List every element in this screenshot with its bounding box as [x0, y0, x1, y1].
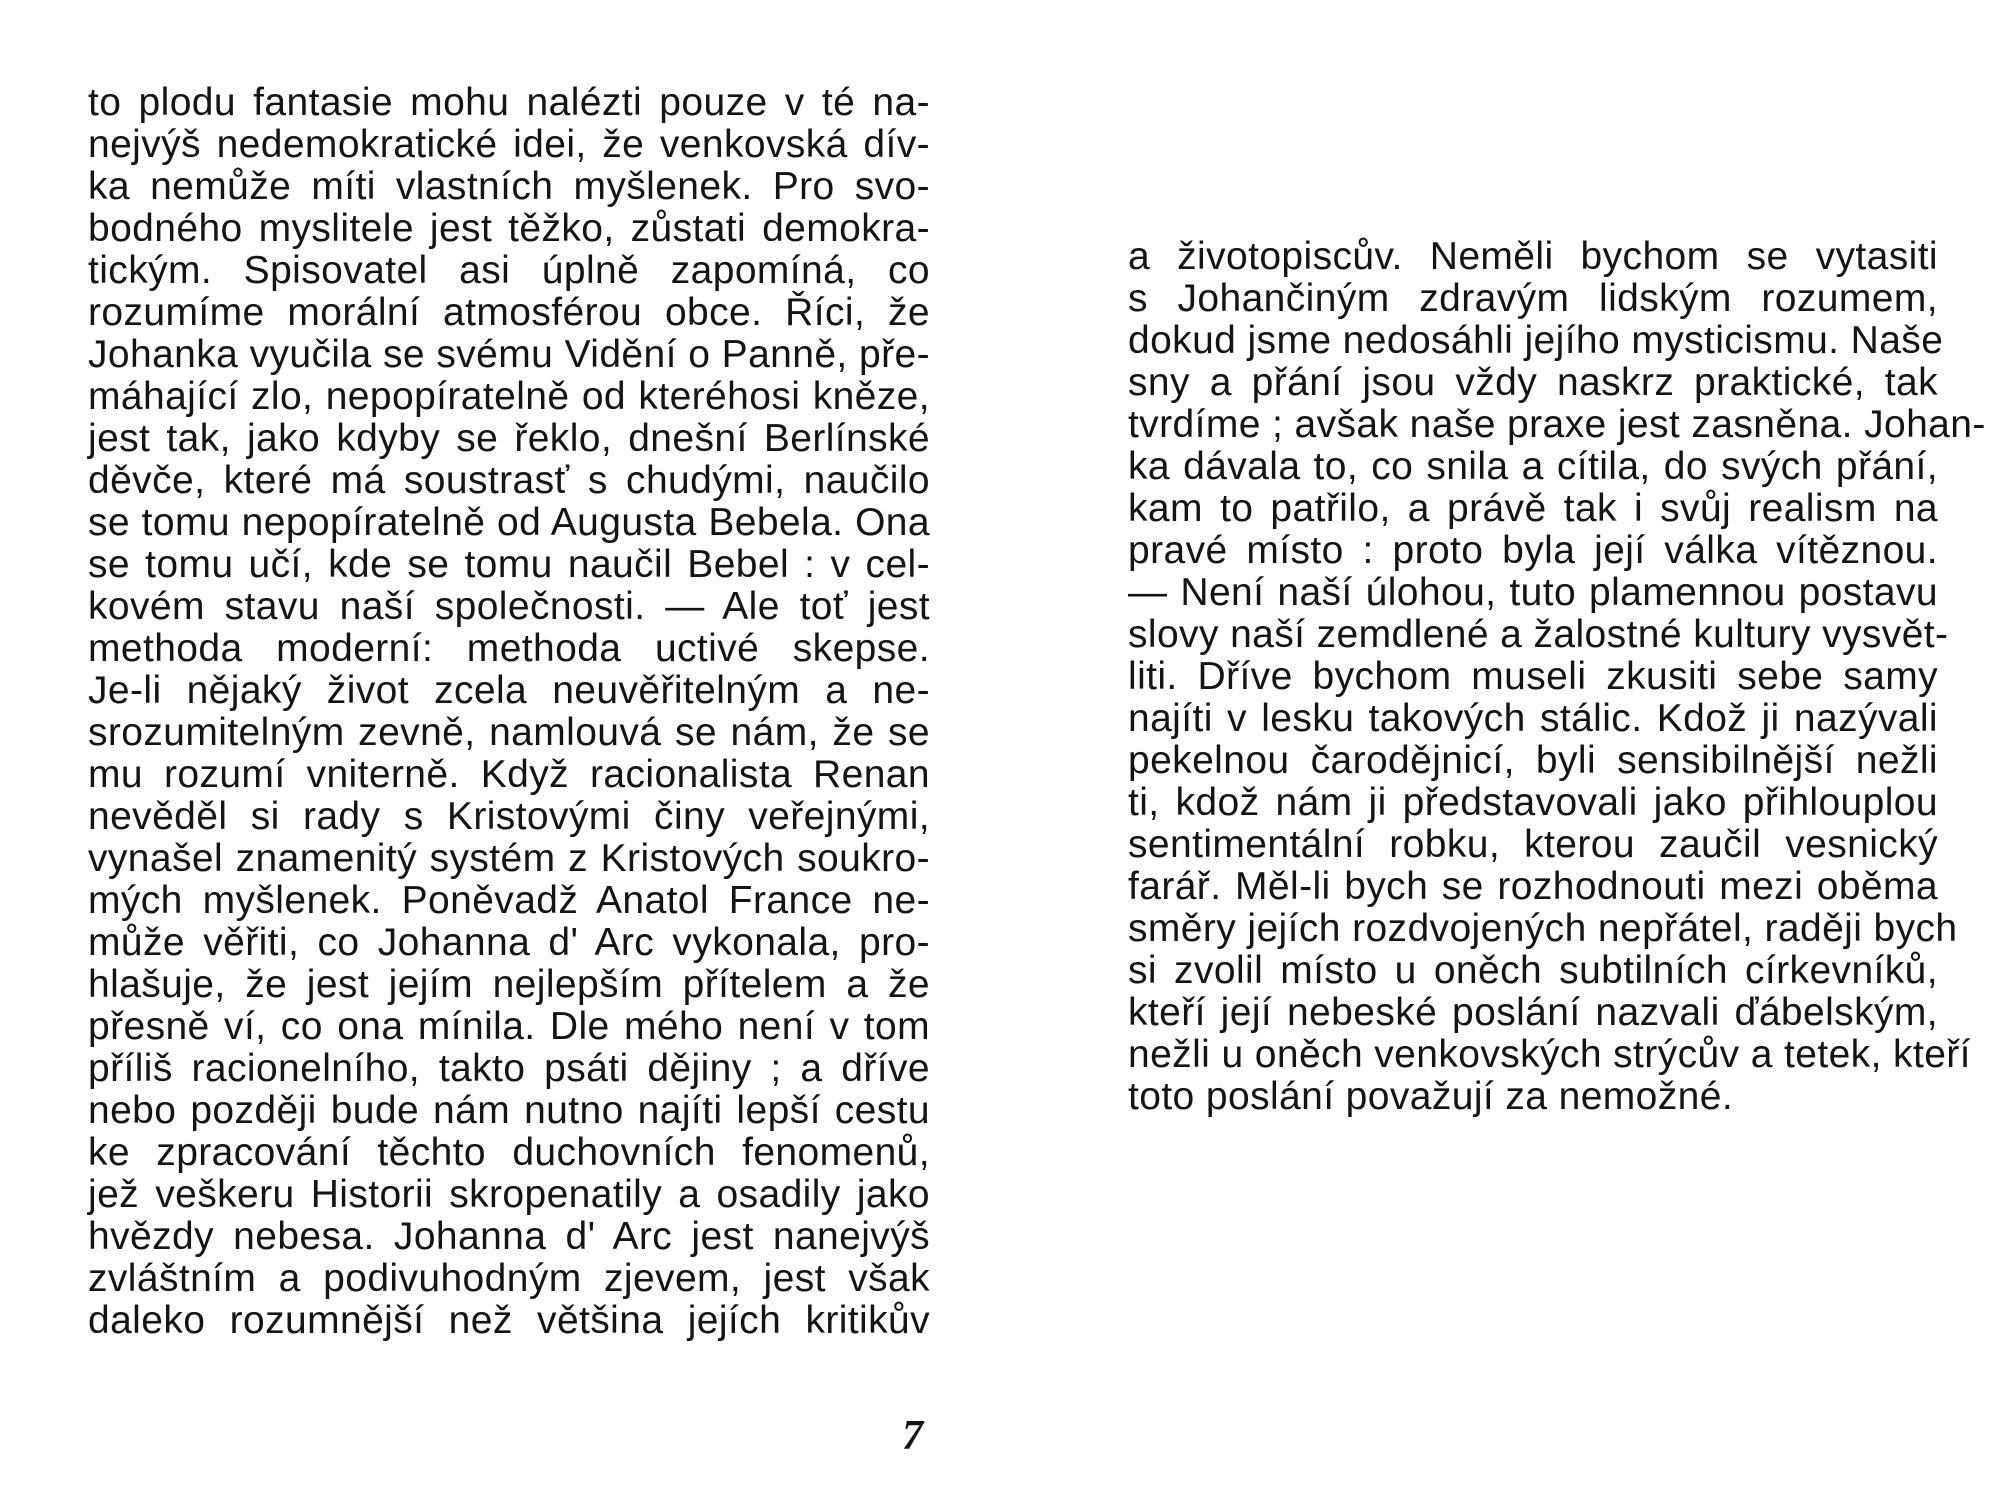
text-line: nežli u oněch venkovských strýcův a tetek, kteří: [1128, 1033, 1971, 1076]
text-line: ka dávala to, co snila a cítila, do svých přání,: [1128, 445, 1938, 488]
text-line: přesně ví, co ona mínila. Dle mého není v tom: [88, 1005, 930, 1048]
text-line: Je-li nějaký život zcela neuvěřitelným a ne-: [88, 669, 930, 712]
text-line: směry jejích rozdvojených nepřátel, raději bych: [1128, 907, 1958, 950]
text-line: jež veškeru Historii skropenatily a osadily jako: [88, 1173, 930, 1216]
text-line: — Není naší úlohou, tuto plamennou postavu: [1128, 571, 1938, 614]
text-line: mu rozumí vniterně. Když racionalista Renan: [88, 753, 930, 796]
left-text-block: [88, 82, 930, 1342]
text-line: slovy naší zemdlené a žalostné kultury vysvět-: [1128, 613, 1949, 656]
text-line: sentimentální robku, kterou zaučil vesnický: [1128, 823, 1938, 866]
text-line: srozumitelným zevně, namlouvá se nám, že se: [88, 711, 930, 754]
text-line: dokud jsme nedosáhli jejího mysticismu. Naše: [1128, 319, 1944, 362]
text-line: tickým. Spisovatel asi úplně zapomíná, co: [88, 249, 930, 292]
text-line: se tomu nepopíratelně od Augusta Bebela. Ona: [88, 501, 930, 544]
text-line: může věřiti, co Johanna d' Arc vykonala, pro-: [88, 921, 930, 964]
right-text-block: [1128, 235, 1986, 1118]
text-line: máhající zlo, nepopíratelně od kteréhosi kněze,: [88, 375, 930, 418]
text-line: tvrdíme ; avšak naše praxe jest zasněna. Johan-: [1128, 403, 1986, 446]
text-line: mých myšlenek. Poněvadž Anatol France ne-: [88, 879, 930, 922]
text-line: ti, kdož nám ji představovali jako přihlouplou: [1128, 781, 1938, 824]
text-line: pravé místo : proto byla její válka vítěznou.: [1128, 529, 1938, 572]
text-line: a životopiscův. Neměli bychom se vytasiti: [1128, 235, 1938, 278]
text-line: rozumíme morální atmosférou obce. Říci, že: [88, 291, 930, 334]
text-line: ka nemůže míti vlastních myšlenek. Pro svo-: [88, 165, 930, 208]
text-line: nebo později bude nám nutno najíti lepší cestu: [88, 1089, 930, 1132]
text-line: nevěděl si rady s Kristovými činy veřejnými,: [88, 795, 930, 838]
right-page: [1008, 0, 2016, 1501]
text-line: děvče, které má soustrasť s chudými, naučilo: [88, 459, 930, 502]
text-line: kteří její nebeské poslání nazvali ďábelským,: [1128, 991, 1938, 1034]
text-line: kam to patřilo, a právě tak i svůj realism na: [1128, 487, 1938, 530]
text-line: Johanka vyučila se svému Vidění o Panně, pře-: [88, 333, 930, 376]
text-line: daleko rozumnější než většina jejích kritikův: [88, 1299, 930, 1342]
text-line: jest tak, jako kdyby se řeklo, dnešní Berlínské: [88, 417, 930, 460]
text-line: vynašel znamenitý systém z Kristových soukro-: [88, 837, 930, 880]
text-line: příliš racionelního, takto psáti dějiny ; a dříve: [88, 1047, 930, 1090]
text-line: toto poslání považují za nemožné.: [1128, 1075, 1734, 1118]
text-line: zvláštním a podivuhodným zjevem, jest však: [88, 1257, 930, 1300]
text-line: liti. Dříve bychom museli zkusiti sebe samy: [1128, 655, 1938, 698]
text-line: to plodu fantasie mohu nalézti pouze v té na-: [88, 81, 930, 124]
text-line: se tomu učí, kde se tomu naučil Bebel : v cel-: [88, 543, 930, 586]
text-line: si zvolil místo u oněch subtilních církevníků,: [1128, 949, 1938, 992]
text-line: hvězdy nebesa. Johanna d' Arc jest nanejvýš: [88, 1215, 930, 1258]
text-line: pekelnou čarodějnicí, byli sensibilnější nežli: [1128, 739, 1938, 782]
text-line: farář. Měl-li bych se rozhodnouti mezi oběma: [1128, 865, 1938, 908]
page-number: 7: [902, 1413, 923, 1459]
text-line: kovém stavu naší společnosti. — Ale toť jest: [88, 585, 930, 628]
text-line: najíti v lesku takových stálic. Kdož ji nazývali: [1128, 697, 1938, 740]
text-line: s Johančiným zdravým lidským rozumem,: [1128, 277, 1938, 320]
text-line: ke zpracování těchto duchovních fenomenů,: [88, 1131, 930, 1174]
text-line: sny a přání jsou vždy naskrz praktické, tak: [1128, 361, 1938, 404]
text-line: methoda moderní: methoda uctivé skepse.: [88, 627, 930, 670]
text-line: bodného myslitele jest těžko, zůstati demokra-: [88, 207, 930, 250]
text-line: hlašuje, že jest jejím nejlepším přítelem a že: [88, 963, 930, 1006]
text-line: nejvýš nedemokratické idei, že venkovská dív-: [88, 123, 930, 166]
